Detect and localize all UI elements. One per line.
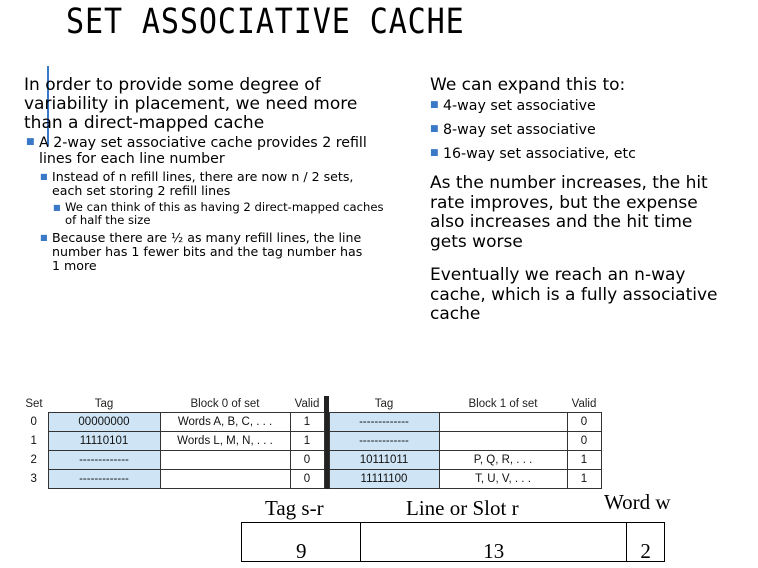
bullet-text: We can think of this as having 2 direct-mapped caches [65, 200, 384, 214]
bullet-icon: ■ [40, 172, 48, 181]
para-line: also increases and the hit time [430, 212, 693, 232]
header-valid: Valid [294, 398, 320, 410]
cell-set: 2 [30, 454, 37, 466]
cell-block [160, 451, 290, 470]
para-line: gets worse [430, 231, 523, 252]
header-block0: Block 0 of set [190, 398, 260, 410]
bullet-icon: ■ [430, 100, 439, 110]
tag-bits-field: 9 [242, 523, 361, 561]
address-format-box [241, 522, 665, 562]
address-tag-label: Tag s-r [265, 496, 324, 520]
cell-block [439, 432, 567, 451]
address-line-label: Line or Slot r [406, 496, 519, 520]
para-line: As the number increases, the hit [430, 173, 708, 193]
bullet-text: A 2-way set associative cache provides 2 refill [39, 135, 367, 151]
para-line: Eventually we reach an n-way [430, 265, 686, 285]
cell-block: P, Q, R, . . . [439, 451, 567, 470]
cell-valid: 1 [290, 413, 324, 432]
table-row [20, 432, 601, 451]
cell-tag: 11110101 [48, 432, 160, 451]
intro-paragraph [24, 76, 384, 133]
cell-block [160, 470, 290, 489]
bullet-text: 1 more [52, 258, 97, 273]
cell-valid: 1 [567, 470, 601, 489]
cell-set: 1 [30, 435, 37, 447]
cell-valid: 1 [567, 451, 601, 470]
bullet-bits [40, 231, 384, 273]
cell-valid: 0 [290, 451, 324, 470]
cell-set: 3 [30, 473, 37, 485]
cell-set: 0 [30, 416, 37, 428]
bullet-icon: ■ [40, 233, 48, 242]
cell-block [439, 413, 567, 432]
para-line: rate improves, but the expense [430, 192, 698, 213]
intro-line: variability in placement, we need more [24, 94, 358, 114]
way-item-text: 4-way set associative [443, 98, 596, 114]
bullet-text: Instead of n refill lines, there are now n / 2 sets, [52, 169, 354, 184]
cell-tag: ------------- [329, 432, 439, 451]
cell-tag: 00000000 [48, 413, 160, 432]
cell-valid: 0 [567, 432, 601, 451]
way-item-text: 8-way set associative [443, 122, 596, 138]
way-item [430, 98, 717, 114]
table-header-row [20, 396, 601, 413]
cell-valid: 1 [290, 432, 324, 451]
table-row [20, 470, 601, 489]
header-block1: Block 1 of set [468, 398, 538, 410]
cell-tag: 10111011 [329, 451, 439, 470]
bullet-icon: ■ [26, 137, 35, 147]
cell-valid: 0 [290, 470, 324, 489]
intro-line: In order to provide some degree of [24, 75, 321, 95]
bullet-text: lines for each line number [39, 151, 225, 167]
way-item [430, 122, 717, 138]
word-bits-field: 2 [640, 539, 651, 563]
header-tag: Tag [94, 398, 114, 410]
table-row [20, 451, 601, 470]
cell-valid: 0 [567, 413, 601, 432]
header-tag: Tag [374, 398, 394, 410]
cell-block: Words A, B, C, . . . [160, 413, 290, 432]
address-word-label: Word w [604, 490, 671, 514]
bullet-text: Because there are ½ as many refill lines, the line [52, 230, 362, 245]
slide-title: SET ASSOCIATIVE CACHE [66, 2, 465, 42]
bullet-icon: ■ [430, 148, 439, 158]
para-line: cache, which is a fully associative [430, 284, 718, 305]
bullet-icon: ■ [53, 203, 61, 212]
cell-tag: ------------- [329, 413, 439, 432]
bullet-text: number has 1 fewer bits and the tag number has [52, 244, 363, 259]
cell-block: T, U, V, . . . [439, 470, 567, 489]
right-column [430, 76, 717, 325]
header-set: Set [25, 398, 43, 411]
way-item-text: 16-way set associative, etc [443, 146, 636, 162]
table-row [20, 413, 601, 432]
intro-line: than a direct-mapped cache [24, 113, 265, 133]
bullet-direct-mapped [53, 201, 384, 227]
bullet-sets [40, 170, 384, 198]
bullet-icon: ■ [430, 124, 439, 134]
cache-table [20, 396, 602, 489]
bullet-text: of half the size [65, 213, 151, 227]
hit-rate-paragraph [430, 174, 717, 252]
para-line: cache [430, 304, 481, 324]
header-valid: Valid [571, 398, 597, 410]
expand-heading: We can expand this to: [430, 75, 626, 95]
way-item [430, 146, 717, 162]
cell-tag: ------------- [48, 451, 160, 470]
left-column [24, 76, 384, 273]
bullet-2way [26, 135, 384, 167]
cell-block: Words L, M, N, . . . [160, 432, 290, 451]
fully-associative-paragraph [430, 266, 717, 325]
cell-tag: 11111100 [329, 470, 439, 489]
bullet-text: each set storing 2 refill lines [52, 183, 231, 198]
cell-tag: ------------- [48, 470, 160, 489]
line-bits-field: 13 [361, 523, 627, 561]
